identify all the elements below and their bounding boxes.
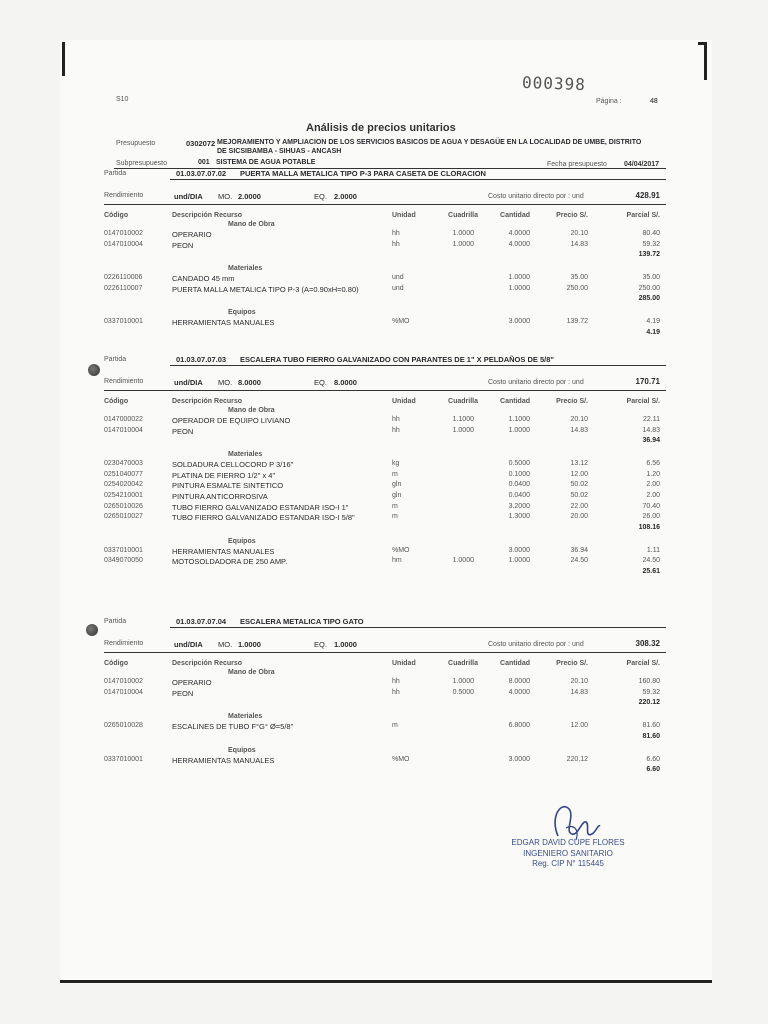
row-codigo: 0230470003 [104, 460, 143, 468]
costo-total: 428.91 [635, 191, 660, 200]
section-total: 25.61 [642, 568, 660, 575]
row-parcial: 59.32 [642, 688, 660, 696]
row-parcial: 26.00 [642, 513, 660, 521]
scan-corner-mark [62, 42, 65, 76]
row-unidad: %MO [392, 318, 410, 326]
partida-underline [170, 179, 666, 180]
row-codigo: 0254020042 [104, 481, 143, 489]
row-descripcion: PUERTA MALLA METALICA TIPO P-3 (A=0.90xH=0.80) [172, 284, 359, 294]
row-unidad: hh [392, 678, 400, 685]
row-codigo: 0147010002 [104, 230, 143, 237]
row-codigo: 0147000022 [104, 416, 143, 423]
page-number: 48 [650, 98, 658, 105]
row-unidad: m [392, 722, 398, 730]
row-cuadrilla: 0.5000 [452, 688, 474, 696]
fecha-label: Fecha presupuesto [547, 161, 607, 168]
row-unidad: hh [392, 240, 400, 248]
row-cantidad: 3.0000 [508, 546, 530, 554]
row-parcial: 22.11 [643, 416, 660, 423]
row-descripcion: OPERADOR DE EQUIPO LIVIANO [172, 416, 291, 425]
presupuesto-label: Presupuesto [116, 140, 156, 147]
row-cantidad: 1.0000 [508, 557, 530, 565]
row-parcial: 2.00 [646, 481, 660, 489]
row-unidad: m [392, 513, 398, 521]
rendimiento-label: Rendimiento [104, 378, 144, 385]
col-parcial: Parcial S/. [626, 660, 660, 667]
col-cantidad: Cantidad [500, 398, 530, 405]
mo-value: 8.0000 [238, 378, 261, 387]
col-unidad: Unidad [392, 212, 416, 219]
scan-corner-mark [704, 42, 707, 80]
row-descripcion: PEON [172, 426, 194, 436]
row-precio: 50.02 [570, 492, 588, 499]
row-unidad: und [392, 284, 404, 292]
col-precio: Precio S/. [556, 212, 588, 219]
row-precio: 50.02 [570, 481, 588, 489]
row-descripcion: TUBO FIERRO GALVANIZADO ESTANDAR ISO-I 1" [172, 502, 349, 512]
page-label: Página : [596, 98, 622, 105]
row-precio: 14.83 [570, 426, 588, 434]
col-cuadrilla: Cuadrilla [448, 212, 478, 219]
page-title: Análisis de precios unitarios [306, 122, 456, 134]
eq-value: 1.0000 [334, 640, 357, 649]
row-codigo: 0337010001 [104, 755, 143, 763]
row-descripcion: PLATINA DE FIERRO 1/2" x 4" [172, 470, 276, 480]
row-parcial: 59.32 [642, 240, 660, 248]
row-descripcion: OPERARIO [172, 678, 212, 687]
costo-total: 170.71 [635, 377, 660, 386]
row-cuadrilla: 1.0000 [452, 240, 474, 248]
punch-hole [86, 624, 98, 636]
row-parcial: 160.80 [638, 678, 660, 685]
col-unidad: Unidad [392, 398, 416, 405]
row-cuadrilla: 1.1000 [452, 416, 474, 423]
row-cantidad: 1.0000 [508, 426, 530, 434]
row-precio: 13.12 [570, 460, 588, 468]
scan-corner-mark [698, 42, 707, 45]
rendimiento-underline [104, 652, 666, 653]
row-parcial: 35.00 [642, 274, 660, 282]
stamp-number: 000398 [521, 72, 587, 95]
row-descripcion: PINTURA ESMALTE SINTETICO [172, 481, 284, 491]
signature-registration: Reg. CIP N° 115445 [532, 859, 604, 868]
row-precio: 20.10 [570, 230, 588, 237]
row-parcial: 2.00 [646, 492, 660, 499]
row-unidad: hh [392, 688, 400, 696]
row-cuadrilla: 1.0000 [452, 557, 474, 565]
row-codigo: 0337010001 [104, 318, 143, 326]
row-codigo: 0226110006 [104, 274, 143, 282]
col-precio: Precio S/. [556, 398, 588, 405]
row-parcial: 1.20 [646, 470, 660, 478]
row-precio: 14.83 [570, 240, 588, 248]
section-total: 108.16 [638, 523, 660, 531]
col-cantidad: Cantidad [500, 660, 530, 667]
row-cantidad: 3.2000 [508, 502, 530, 510]
row-precio: 36.94 [570, 546, 588, 554]
row-precio: 12.00 [570, 722, 588, 730]
row-codigo: 0251040077 [104, 470, 143, 478]
presupuesto-text-2: DE SICSIBAMBA - SIHUAS - ANCASH [217, 148, 342, 155]
costo-label: Costo unitario directo por : und [488, 193, 584, 200]
section-total: 285.00 [638, 295, 660, 303]
row-cantidad: 3.0000 [508, 755, 530, 763]
row-unidad: gln [392, 481, 402, 489]
section-mano_obra: Mano de Obra [228, 407, 275, 414]
eq-label: EQ. [314, 378, 327, 387]
row-cantidad: 1.3000 [508, 513, 530, 521]
col-unidad: Unidad [392, 660, 416, 667]
row-descripcion: PEON [172, 688, 194, 698]
row-codigo: 0265010026 [104, 502, 143, 510]
row-cantidad: 8.0000 [508, 678, 530, 685]
section-total: 6.60 [646, 766, 660, 774]
col-cuadrilla: Cuadrilla [448, 660, 478, 667]
section-materiales: Materiales [228, 713, 263, 721]
row-parcial: 14.83 [642, 426, 660, 434]
row-descripcion: SOLDADURA CELLOCORD P 3/16" [172, 460, 294, 470]
col-codigo: Código [104, 660, 129, 667]
signature-title: INGENIERO SANITARIO [523, 849, 613, 858]
partida-underline [170, 627, 666, 628]
row-unidad: %MO [392, 755, 410, 763]
punch-hole [88, 364, 100, 376]
section-equipos: Equipos [228, 746, 256, 754]
row-parcial: 6.60 [646, 755, 660, 763]
fecha-value: 04/04/2017 [624, 161, 660, 168]
presupuesto-text-1: MEJORAMIENTO Y AMPLIACION DE LOS SERVICIOS BASICOS DE AGUA Y DESAGÜE EN LA LOCALIDAD DE UMBE, DISTRITO [217, 139, 642, 146]
rendimiento-underline [104, 390, 666, 391]
row-descripcion: HERRAMIENTAS MANUALES [172, 318, 275, 328]
row-unidad: m [392, 470, 398, 478]
partida-label: Partida [104, 170, 127, 177]
signature-name: EDGAR DAVID CUPE FLORES [511, 838, 625, 847]
section-total: 4.19 [646, 329, 660, 336]
mo-label: MO. [218, 192, 233, 201]
mo-value: 2.0000 [238, 192, 261, 201]
row-parcial: 1.11 [646, 546, 660, 554]
row-cantidad: 0.5000 [508, 460, 530, 468]
scan-bottom-edge [60, 980, 712, 983]
row-descripcion: MOTOSOLDADORA DE 250 AMP. [172, 557, 288, 567]
partida-code: 01.03.07.07.02 [176, 169, 227, 178]
rendimiento-unit: und/DIA [174, 192, 203, 201]
rendimiento-underline [104, 204, 666, 205]
costo-label: Costo unitario directo por : und [488, 379, 584, 386]
subpresupuesto-code: 001 [198, 159, 210, 166]
row-codigo: 0147010004 [104, 426, 143, 434]
mo-value: 1.0000 [238, 640, 261, 649]
row-codigo: 0226110007 [104, 284, 143, 292]
row-descripcion: TUBO FIERRO GALVANIZADO ESTANDAR ISO-I 5/8" [172, 513, 355, 523]
row-descripcion: HERRAMIENTAS MANUALES [172, 546, 275, 556]
col-codigo: Código [104, 212, 129, 219]
costo-total: 308.32 [635, 639, 660, 648]
row-cantidad: 6.8000 [508, 722, 530, 730]
row-precio: 20.10 [570, 416, 588, 423]
row-unidad: kg [392, 460, 400, 468]
col-cantidad: Cantidad [500, 212, 530, 219]
row-descripcion: CANDADO 45 mm [172, 274, 235, 284]
row-unidad: m [392, 502, 398, 510]
rendimiento-label: Rendimiento [104, 192, 144, 199]
row-cantidad: 1.0000 [508, 274, 530, 282]
row-codigo: 0265010027 [104, 513, 143, 521]
partida-label: Partida [104, 356, 127, 363]
row-codigo: 0349070050 [104, 557, 143, 565]
row-unidad: hm [392, 557, 402, 565]
partida-name: PUERTA MALLA METALICA TIPO P-3 PARA CASETA DE CLORACION [240, 169, 486, 178]
row-unidad: und [392, 274, 404, 282]
col-parcial: Parcial S/. [626, 212, 660, 219]
partida-code: 01.03.07.07.04 [176, 617, 227, 626]
costo-label: Costo unitario directo por : und [488, 641, 584, 648]
row-cantidad: 4.0000 [508, 688, 530, 696]
section-materiales: Materiales [228, 265, 263, 273]
row-cantidad: 1.0000 [508, 284, 530, 292]
row-cuadrilla: 1.0000 [452, 678, 474, 685]
row-cantidad: 3.0000 [508, 318, 530, 326]
row-cantidad: 0.0400 [508, 481, 530, 489]
eq-value: 2.0000 [334, 192, 357, 201]
row-precio: 14.83 [570, 688, 588, 696]
col-parcial: Parcial S/. [626, 398, 660, 405]
row-descripcion: OPERARIO [172, 230, 212, 239]
section-mano_obra: Mano de Obra [228, 669, 275, 676]
row-precio: 12.00 [570, 470, 588, 478]
eq-value: 8.0000 [334, 378, 357, 387]
col-precio: Precio S/. [556, 660, 588, 667]
mo-label: MO. [218, 378, 233, 387]
row-parcial: 70.40 [642, 502, 660, 510]
row-precio: 20.00 [570, 513, 588, 521]
row-parcial: 6.56 [646, 460, 660, 468]
row-parcial: 80.40 [642, 230, 660, 237]
partida-label: Partida [104, 618, 127, 625]
row-parcial: 250.00 [638, 284, 660, 292]
section-materiales: Materiales [228, 451, 263, 459]
rendimiento-unit: und/DIA [174, 378, 203, 387]
col-cuadrilla: Cuadrilla [448, 398, 478, 405]
row-cantidad: 0.1000 [508, 470, 530, 478]
software-label: S10 [116, 96, 129, 103]
col-descripcion: Descripción Recurso [172, 398, 243, 405]
rendimiento-unit: und/DIA [174, 640, 203, 649]
row-codigo: 0254210001 [104, 492, 143, 499]
partida-code: 01.03.07.07.03 [176, 355, 227, 364]
row-cantidad: 0.0400 [508, 492, 530, 499]
row-parcial: 4.19 [646, 318, 660, 326]
row-cantidad: 4.0000 [508, 230, 530, 237]
row-codigo: 0147010004 [104, 688, 143, 696]
row-cuadrilla: 1.0000 [452, 230, 474, 237]
row-precio: 35.00 [570, 274, 588, 282]
row-descripcion: HERRAMIENTAS MANUALES [172, 755, 275, 765]
partida-name: ESCALERA TUBO FIERRO GALVANIZADO CON PARANTES DE 1" X PELDAÑOS DE 5/8" [240, 355, 554, 364]
row-cuadrilla: 1.0000 [452, 426, 474, 434]
eq-label: EQ. [314, 640, 327, 649]
section-equipos: Equipos [228, 309, 256, 317]
row-precio: 24.50 [570, 557, 588, 565]
row-unidad: hh [392, 426, 400, 434]
section-total: 220.12 [638, 699, 660, 707]
row-unidad: hh [392, 416, 400, 423]
section-total: 81.60 [642, 732, 660, 740]
row-precio: 20.10 [570, 678, 588, 685]
row-precio: 250.00 [566, 284, 588, 292]
row-codigo: 0265010028 [104, 722, 143, 730]
row-descripcion: PINTURA ANTICORROSIVA [172, 492, 268, 501]
row-descripcion: PEON [172, 240, 194, 250]
row-descripcion: ESCALINES DE TUBO F°G° Ø=5/8" [172, 722, 294, 732]
col-codigo: Código [104, 398, 129, 405]
section-total: 36.94 [642, 437, 660, 445]
section-total: 139.72 [638, 251, 660, 259]
row-codigo: 0147010004 [104, 240, 143, 248]
row-parcial: 81.60 [642, 722, 660, 730]
section-mano_obra: Mano de Obra [228, 221, 275, 228]
row-unidad: hh [392, 230, 400, 237]
eq-label: EQ. [314, 192, 327, 201]
row-cantidad: 1.1000 [508, 416, 530, 423]
subpresupuesto-label: Subpresupuesto [116, 160, 167, 167]
row-unidad: gln [392, 492, 402, 499]
row-unidad: %MO [392, 546, 410, 554]
col-descripcion: Descripción Recurso [172, 660, 243, 667]
rendimiento-label: Rendimiento [104, 640, 144, 647]
partida-name: ESCALERA METALICA TIPO GATO [240, 617, 364, 626]
mo-label: MO. [218, 640, 233, 649]
row-precio: 22.00 [570, 502, 588, 510]
section-equipos: Equipos [228, 537, 256, 545]
row-codigo: 0147010002 [104, 678, 143, 685]
row-codigo: 0337010001 [104, 546, 143, 554]
row-precio: 220.12 [566, 755, 588, 763]
presupuesto-code: 0302072 [186, 139, 216, 148]
partida-underline [170, 365, 666, 366]
row-parcial: 24.50 [642, 557, 660, 565]
subpresupuesto-text: SISTEMA DE AGUA POTABLE [216, 159, 316, 166]
row-precio: 139.72 [566, 318, 588, 326]
row-cantidad: 4.0000 [508, 240, 530, 248]
col-descripcion: Descripción Recurso [172, 212, 243, 219]
